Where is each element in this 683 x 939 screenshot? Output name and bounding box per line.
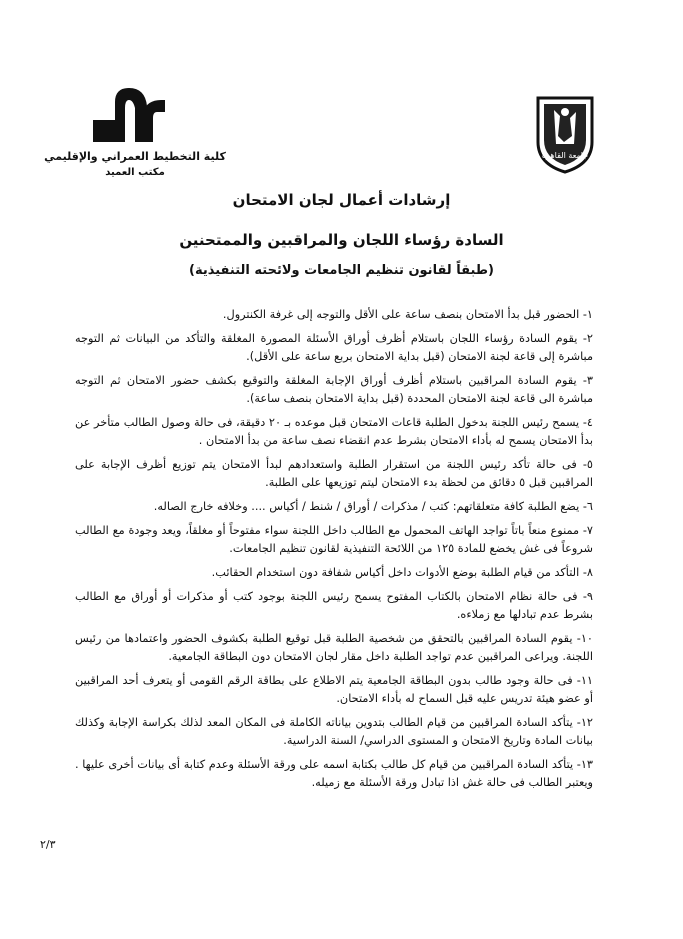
faculty-office: مكتب العميد xyxy=(105,167,165,178)
document-reference: (طبقاً لقانون تنظيم الجامعات ولائحته التنفيذية) xyxy=(189,263,494,278)
university-seal-logo xyxy=(530,92,600,174)
document-subtitle: السادة رؤساء اللجان والمراقبين والممتحنين xyxy=(179,231,504,249)
faculty-name: كلية التخطيط العمراني والإقليمي xyxy=(44,150,226,163)
instruction-item: ٦- يضع الطلبة كافة متعلقاتهم: كتب / مذكرات / أوراق / شنط / أكياس .... وخلافه خارج الصاله. xyxy=(153,500,593,513)
instruction-item: ١٢- يتأكد السادة المراقبين من قيام الطالب بتدوين بياناته الكاملة فى المكان المعد لذلك بكراسة الإجابة وكذلك بيانات المادة وتاريخ الامتحان و المستوى الدراسي/ السنة الدراسية. xyxy=(75,716,593,747)
document-title: إرشادات أعمال لجان الامتحان xyxy=(232,191,451,209)
instruction-item: ١١- فى حالة وجود طالب بدون البطاقة الجامعية يتم الاطلاع على بطاقة الرقم القومى أو يتعرف أحد المراقبين أو عضو هيئة تدريس عليه قبل السماح له بأداء الامتحان. xyxy=(75,674,593,705)
instruction-item: ١٣- يتأكد السادة المراقبين من قيام كل طالب بكتابة اسمه على ورقة الأسئلة وعدم كتابة أى بيانات أخرى عليها . ويعتبر الطالب فى حالة غش اذا تبادل ورقة الأسئلة مع زميله. xyxy=(75,758,593,789)
instruction-item: ١٠- يقوم السادة المراقبين بالتحقق من شخصية الطلبة قبل توقيع الطلبة بكشوف الحضور واعتمادها من رئيس اللجنة. ويراعى المراقبين عدم تواجد الطلبة داخل مقار لجان الامتحان دون البطاقة الجامعية. xyxy=(75,632,593,663)
instruction-item: ٩- فى حالة نظام الامتحان بالكتاب المفتوح يسمح رئيس اللجنة بوجود كتب أو مذكرات أو أوراق مع الطالب بشرط عدم تبادلها مع زملاءه. xyxy=(75,590,593,621)
instruction-item: ٣- يقوم السادة المراقبين باستلام أظرف أوراق الإجابة المغلقة والتوقيع بكشف حضور الامتحان ثم التوجه مباشرة الى قاعة لجنة الامتحان المحددة (قبل بداية الامتحان بنصف ساعة). xyxy=(75,374,593,405)
instruction-item: ٧- ممنوع منعاً باتاً تواجد الهاتف المحمول مع الطالب داخل اللجنة سواء مفتوحاً أو مغلقاً، ويعد وجودة مع الطالب شروعاً فى غش يخضع للمادة ١٢٥ من اللائحة التنفيذية لقانون تنظيم الجامعات. xyxy=(75,524,593,555)
instruction-item: ١- الحضور قبل بدأ الامتحان بنصف ساعة على الأقل والتوجه إلى غرفة الكنترول. xyxy=(222,308,593,321)
instructions-list xyxy=(75,306,593,798)
instruction-item: ٥- فى حالة تأكد رئيس اللجنة من استقرار الطلبة واستعدادهم لبدأ الامتحان يتم توزيع أظرف الإجابة على المراقبين قبل ٥ دقائق من لحظة بدء الامتحان ليتم توزيعها على الطلبة. xyxy=(75,458,593,489)
instruction-item: ٨- التأكد من قيام الطلبة بوضع الأدوات داخل أكياس شفافة دون استخدام الحقائب. xyxy=(211,566,593,579)
seal-caption: جامعة القاهرة xyxy=(541,151,589,160)
page-number: ٢/٣ xyxy=(40,838,56,851)
instruction-item: ٢- يقوم السادة رؤساء اللجان باستلام أظرف أوراق الأسئلة المصورة المغلقة والتأكد من البيانات ثم التوجه مباشرة إلى قاعة لجنة الامتحان (قبل بداية الامتحان بربع ساعة على الأقل). xyxy=(75,332,593,363)
instruction-item: ٤- يسمح رئيس اللجنة بدخول الطلبة قاعات الامتحان قبل موعده بـ ٢٠ دقيقة، فى حالة وصول الطالب متأخر عن بدأ الامتحان يسمح له بأداء الامتحان بشرط عدم انقضاء نصف ساعة من بدأ الامتحان . xyxy=(75,416,593,447)
